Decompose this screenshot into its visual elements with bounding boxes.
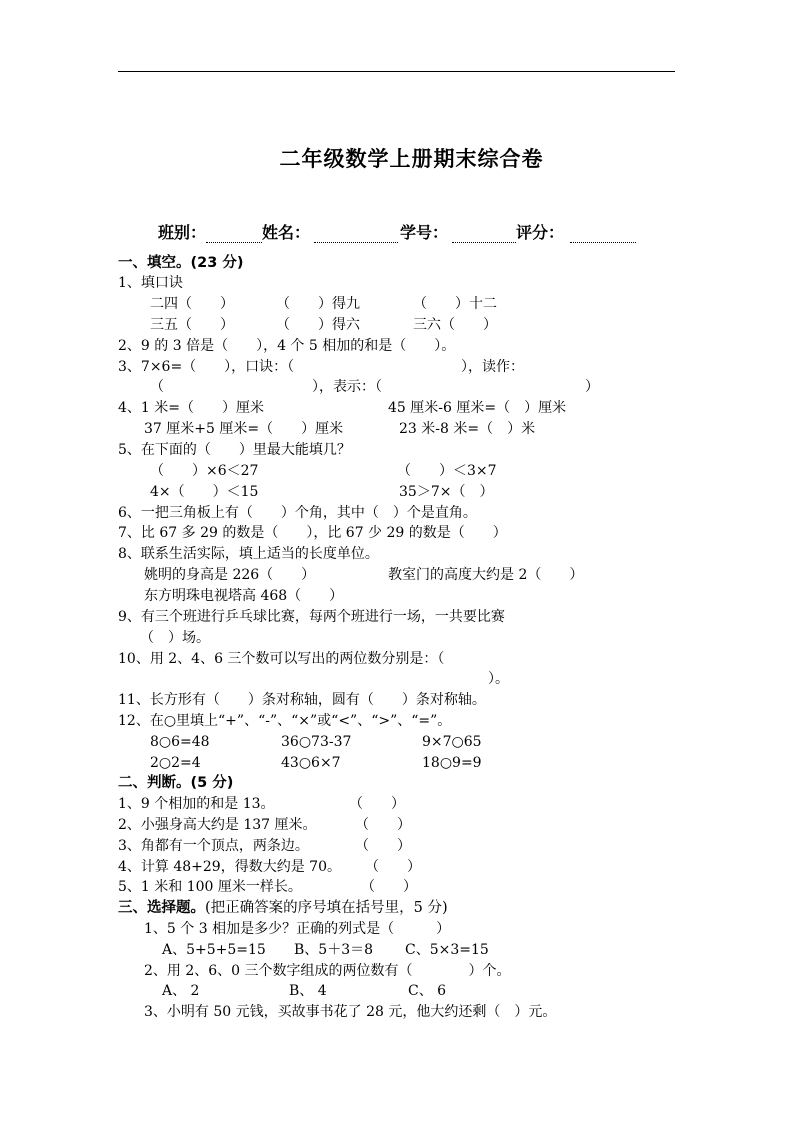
choice-q1-opt-a[interactable]: A、5+5+5=15 bbox=[162, 942, 266, 958]
name-blank[interactable] bbox=[314, 224, 398, 243]
q8-a: 姚明的身高是 226（ ） bbox=[144, 567, 316, 583]
q8-c: 东方明珠电视塔高 468（ ） bbox=[144, 588, 344, 604]
judge-5: 5、1 米和 100 厘米一样长。 bbox=[118, 879, 302, 895]
q3-b: ），读作： bbox=[461, 359, 524, 375]
student-info-row bbox=[158, 220, 636, 244]
q3-a: 3、7×6=（ ），口诀：（ bbox=[118, 359, 295, 375]
q11: 11、长方形有（ ）条对称轴，圆有（ ）条对称轴。 bbox=[118, 692, 486, 708]
q3-d: ），表示：（ bbox=[312, 379, 382, 395]
section3-heading bbox=[118, 898, 448, 918]
q12-r2-a: 2○2=4 bbox=[150, 755, 201, 771]
q9-a: 9、有三个班进行乒乓球比赛，每两个班进行一场，一共要比赛 bbox=[118, 609, 505, 625]
name-label: 姓名： bbox=[262, 223, 311, 242]
q12-r2-b: 43○6×7 bbox=[281, 755, 341, 771]
section3-heading-note: (把正确答案的序号填在括号里，5 分) bbox=[205, 900, 448, 916]
q9-b: （ ）场。 bbox=[140, 630, 210, 646]
q10-a: 10、用 2、4、6 三个数可以写出的两位数分别是：（ bbox=[118, 651, 445, 667]
q6: 6、一把三角板上有（ ）个角，其中（ ）个是直角。 bbox=[118, 505, 477, 521]
q4-c: 37 厘米+5 厘米=（ ）厘米 bbox=[144, 421, 344, 437]
judge-1: 1、9 个相加的和是 13。 bbox=[118, 796, 275, 812]
q2: 2、9 的 3 倍是（ ），4 个 5 相加的和是（ ）。 bbox=[118, 338, 456, 354]
q1-r2-c: 三六（ ） bbox=[413, 317, 497, 333]
q12-r2-c: 18○9=9 bbox=[422, 755, 482, 771]
exam-title: 二年级数学上册期末综合卷 bbox=[279, 147, 544, 171]
number-label: 学号： bbox=[400, 223, 449, 242]
q5-c: 4×（ ）＜15 bbox=[150, 484, 259, 500]
q5-d: 35＞7×（ ） bbox=[399, 484, 494, 500]
q4-a: 4、1 米=（ ）厘米 bbox=[118, 400, 264, 416]
number-blank[interactable] bbox=[452, 224, 516, 243]
q1-r2-b: （ ）得六 bbox=[276, 317, 360, 333]
q1-r1-b: （ ）得九 bbox=[276, 296, 360, 312]
choice-q2-opt-a[interactable]: A、 2 bbox=[162, 983, 200, 999]
class-blank[interactable] bbox=[206, 224, 262, 243]
section1-heading: 一、填空。(23 分) bbox=[118, 255, 244, 271]
judge-3: 3、角都有一个顶点，两条边。 bbox=[118, 838, 309, 854]
q12-r1-b: 36○73-37 bbox=[281, 734, 352, 750]
q10-b: ）。 bbox=[488, 671, 509, 687]
choice-q2-opt-b[interactable]: B、 4 bbox=[289, 983, 327, 999]
score-label: 评分： bbox=[516, 223, 565, 242]
q8-text: 8、联系生活实际，填上适当的长度单位。 bbox=[118, 546, 379, 562]
judge-3-blank[interactable]: （ ） bbox=[355, 838, 411, 854]
choice-q2-opt-c[interactable]: C、 6 bbox=[408, 983, 447, 999]
q5-text: 5、在下面的（ ）里最大能填几？ bbox=[118, 442, 351, 458]
judge-1-blank[interactable]: （ ） bbox=[349, 796, 405, 812]
q8-b: 教室门的高度大约是 2（ ） bbox=[388, 567, 584, 583]
q1-r1-c: （ ）十二 bbox=[413, 296, 497, 312]
judge-5-blank[interactable]: （ ） bbox=[361, 879, 417, 895]
judge-2-blank[interactable]: （ ） bbox=[355, 817, 411, 833]
q7: 7、比 67 多 29 的数是（ ），比 67 少 29 的数是（ ） bbox=[118, 525, 507, 541]
q4-b: 45 厘米-6 厘米=（ ）厘米 bbox=[388, 400, 567, 416]
choice-q1-opt-b[interactable]: B、5＋3＝8 bbox=[294, 942, 374, 958]
section3-heading-bold: 三、选择题。 bbox=[118, 900, 205, 916]
choice-q3: 3、小明有 50 元钱，买故事书花了 28 元，他大约还剩（ ）元。 bbox=[144, 1004, 557, 1020]
q3-c: （ bbox=[150, 379, 164, 395]
choice-q1: 1、5 个 3 相加是多少？正确的列式是（ ） bbox=[144, 921, 451, 937]
q12-text: 12、在○里填上“+”、“-”、“×”或“<”、“>”、“=”。 bbox=[118, 713, 452, 729]
q12-r1-c: 9×7○65 bbox=[422, 734, 482, 750]
judge-4-blank[interactable]: （ ） bbox=[365, 859, 421, 875]
choice-q2: 2、用 2、6、0 三个数字组成的两位数有（ ）个。 bbox=[144, 963, 511, 979]
q5-a: （ ）×6＜27 bbox=[150, 463, 259, 479]
header-rule bbox=[118, 71, 675, 72]
q1-r1-a: 二四（ ） bbox=[150, 296, 234, 312]
q12-r1-a: 8○6=48 bbox=[150, 734, 210, 750]
q5-b: （ ）＜3×7 bbox=[397, 463, 497, 479]
class-label: 班别： bbox=[158, 223, 207, 242]
q1-r2-a: 三五（ ） bbox=[150, 317, 234, 333]
judge-2: 2、小强身高大约是 137 厘米。 bbox=[118, 817, 317, 833]
choice-q1-opt-c[interactable]: C、5×3=15 bbox=[405, 942, 489, 958]
q4-d: 23 米-8 米=（ ）米 bbox=[399, 421, 536, 437]
section2-heading: 二、判断。(5 分) bbox=[118, 775, 234, 791]
judge-4: 4、计算 48+29，得数大约是 70。 bbox=[118, 859, 341, 875]
score-blank[interactable] bbox=[570, 224, 636, 243]
q3-e: ） bbox=[585, 379, 599, 395]
q1-text: 1、填口诀 bbox=[118, 275, 183, 291]
